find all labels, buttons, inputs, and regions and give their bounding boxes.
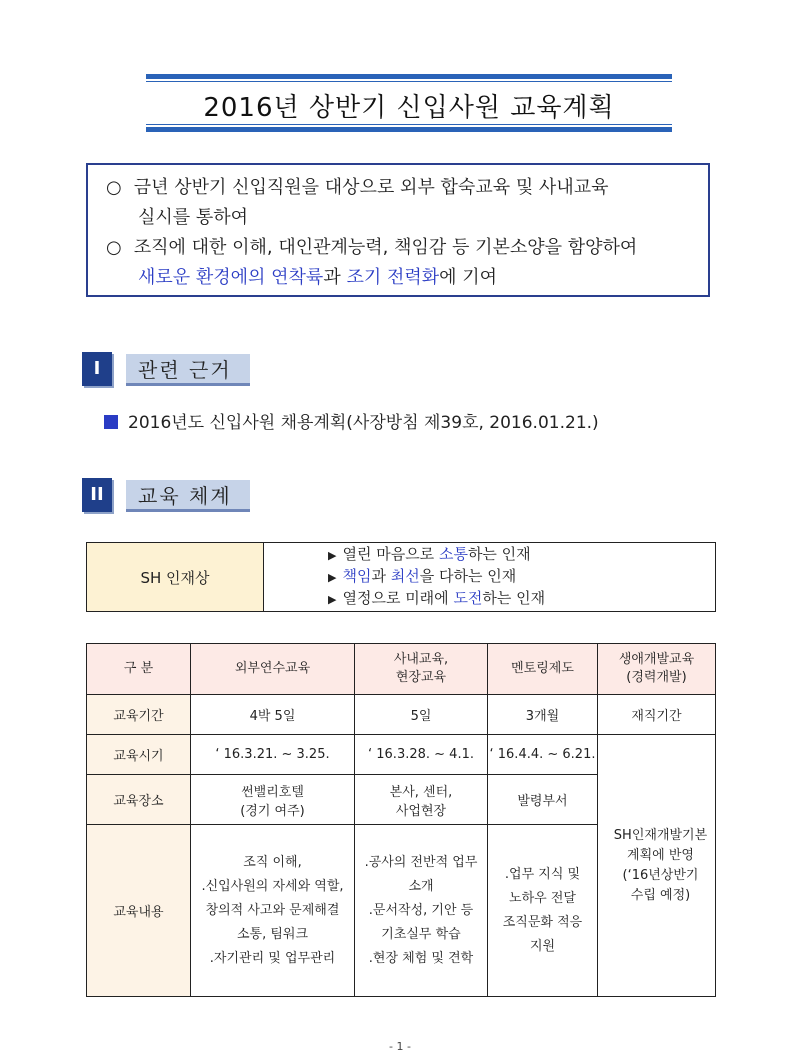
talent-list [264,543,715,611]
header-external: 외부연수교육 [191,644,355,695]
header-internal: 사내교육, 현장교육 [355,644,488,695]
row-label: 교육시기 [87,735,191,775]
section-number-badge: II [82,478,112,512]
triangle-bullet-icon: ▶ [328,593,337,606]
table-cell: ‘ 16.3.28. ~ 4.1. [355,735,488,775]
table-header-row [87,644,716,695]
basis-item: 2016년도 신입사원 채용계획(사장방침 제39호, 2016.01.21.) [104,408,599,433]
row-label: 교육내용 [87,825,191,997]
triangle-bullet-icon: ▶ [328,549,337,562]
talent-label: SH 인재상 [87,543,264,611]
section-title: 교육 체계 [126,480,250,512]
table-row [87,735,716,775]
table-cell: 3개월 [488,695,598,735]
purpose-line-2: 실시를 통하여 [138,207,249,228]
header-mentoring: 멘토링제도 [488,644,598,695]
section-number-badge: I [82,352,112,386]
purpose-line-4: 새로운 환경에의 연착륙과 조기 전력화에 기여 [138,267,498,288]
education-plan-table [86,643,716,997]
talent-profile-box [86,542,716,612]
talent-item: ▶ 열린 마음으로 소통하는 인재 [328,545,531,563]
table-cell: ‘ 16.4.4. ~ 6.21. [488,735,598,775]
table-cell: 4박 5일 [191,695,355,735]
purpose-line-1: ○ 금년 상반기 신입직원을 대상으로 외부 합숙교육 및 사내교육 [106,173,698,203]
table-row [87,695,716,735]
document-title: 2016년 상반기 신입사원 교육계획 [203,93,615,123]
row-label: 교육기간 [87,695,191,735]
row-label: 교육장소 [87,775,191,825]
section-title: 관련 근거 [126,354,250,386]
circle-bullet-icon: ○ [106,237,122,258]
page-number: - 1 - [389,1040,411,1053]
header-category: 구 분 [87,644,191,695]
purpose-box [86,163,710,297]
title-banner [146,74,672,132]
square-bullet-icon [104,415,118,429]
purpose-line-3: ○ 조직에 대한 이해, 대인관계능력, 책임감 등 기본소양을 함양하여 [106,233,698,263]
table-cell: 썬밸리호텔 (경기 여주) [191,775,355,825]
table-cell: 본사, 센터, 사업현장 [355,775,488,825]
talent-item: ▶ 열정으로 미래에 도전하는 인재 [328,589,546,607]
table-cell-career-content: SH인재개발기본 계획에 반영 (‘16년상반기 수립 예정) [598,735,716,997]
triangle-bullet-icon: ▶ [328,571,337,584]
table-cell: .업무 지식 및 노하우 전달 조직문화 적응 지원 [488,825,598,997]
circle-bullet-icon: ○ [106,177,122,198]
table-cell: 재직기간 [598,695,716,735]
table-cell: ‘ 16.3.21. ~ 3.25. [191,735,355,775]
table-cell: .공사의 전반적 업무 소개 .문서작성, 기안 등 기초실무 학습 .현장 체험 및 견학 [355,825,488,997]
table-cell: 5일 [355,695,488,735]
table-cell: 발령부서 [488,775,598,825]
table-cell: 조직 이해, .신입사원의 자세와 역할, 창의적 사고와 문제해결 소통, 팀워크 .자기관리 및 업무관리 [191,825,355,997]
header-career: 생애개발교육 (경력개발) [598,644,716,695]
talent-item: ▶ 책임과 최선을 다하는 인재 [328,567,517,585]
